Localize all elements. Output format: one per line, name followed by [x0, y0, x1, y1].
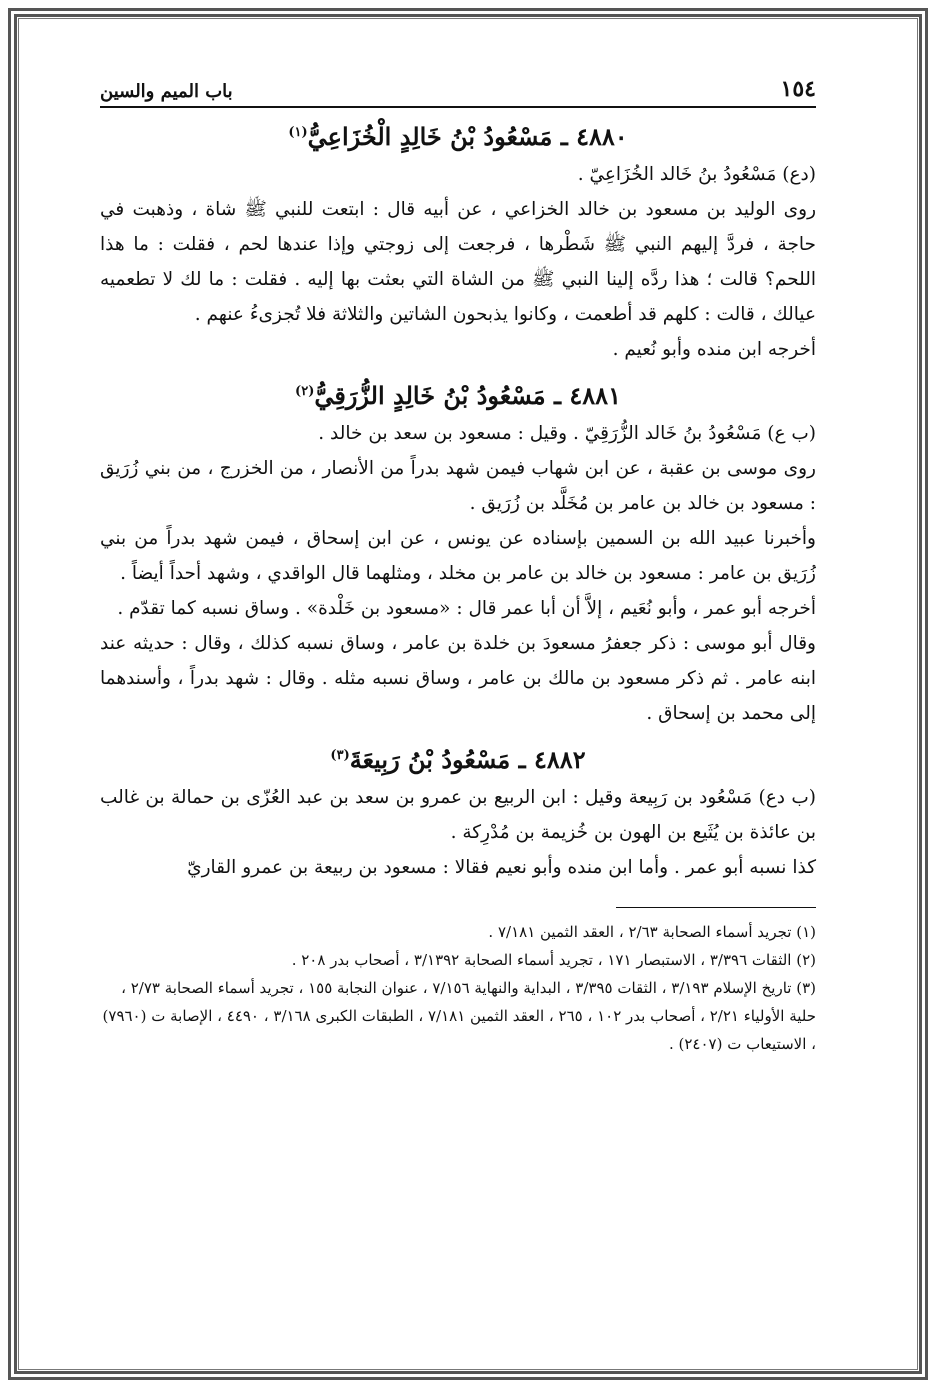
running-header: [100, 78, 816, 108]
entry-title: ٤٨٨٠ ـ مَسْعُودُ بْنُ خَالِدٍ الْخُزَاعِيُّ$^{(١)}$: [288, 122, 628, 151]
footnote-ref: (١): [288, 125, 308, 140]
paragraph: أخرجه ابن منده وأبو نُعيم .: [612, 339, 816, 360]
paragraph: كذا نسبه أبو عمر . وأما ابن منده وأبو نعيم فقالا : مسعود بن ربيعة بن عمرو القاريّ: [187, 857, 816, 878]
paragraph: وقال أبو موسى : ذكر جعفرُ مسعودَ بن خلدة بن عامر ، وساق نسبه كذلك ، وقال : حديثه عند ابنه عامر . ثم ذكر مسعود بن مالك بن عامر ، وساق نسبه مثله . وقال : شهد بدراً ، وأسندهما إلى محمد بن إسحاق .: [100, 633, 816, 724]
footnote: (١) تجريد أسماء الصحابة ٢/٦٣ ، العقد الثمين ٧/١٨١ .: [488, 923, 816, 941]
paragraph: روى موسى بن عقبة ، عن ابن شهاب فيمن شهد بدراً من الأنصار ، من الخزرج ، من بني زُرَيق : مسعود بن خالد بن عامر بن مُخَلَّد بن زُرَيق .: [100, 458, 816, 514]
paragraph: (ب ع) مَسْعُودُ بنُ خَالد الزُّرَقِيّ . وقيل : مسعود بن سعد بن خالد .: [318, 423, 816, 444]
footnote-separator: [616, 907, 816, 908]
paragraph: (ب دع) مَسْعُود بن رَبِيعة وقيل : ابن الربيع بن عمرو بن سعد بن عبد العُزّى بن حمالة بن غالب بن عائذة بن يُثَيع بن الهون بن خُزيمة بن مُدْرِكة .: [100, 787, 816, 843]
paragraph: (دع) مَسْعُودُ بنُ خَالد الخُزَاعِيّ .: [577, 164, 816, 185]
footnote: (٣) تاريخ الإسلام ٣/١٩٣ ، الثقات ٣/٣٩٥ ، البداية والنهاية ٧/١٥٦ ، عنوان النجابة ١٥٥ ، تجريد أسماء الصحابة ٢/٧٣ ، حلية الأولياء ٢/٢١ ، أصحاب بدر ١٠٢ ، ٢٦٥ ، العقد الثمين ٧/١٨١ ، الطبقات الكبرى ٣/١٦٨ ، ٤٤٩٠ ، الإصابة ت (٧٩٦٠) ، الاستيعاب ت (٢٤٠٧) .: [102, 979, 816, 1053]
paragraph: روى الوليد بن مسعود بن خالد الخزاعي ، عن أبيه قال : ابتعت للنبي ﷺ شاة ، وذهبت في حاجة ، فردَّ إليهم النبي ﷺ شَطْرها ، فرجعت إلى زوجتي وإذا عندها لحم ، فقلت : ما هذا اللحم؟ قالت ؛ هذا ردَّه إلينا النبي ﷺ من الشاة التي بعثت بها إليه . فقلت : ما لك لا تطعميه عيالك ، قالت : كلهم قد أطعمت ، وكانوا يذبحون الشاتين والثلاثة فلا تُجزىءُ عنهم .: [100, 199, 816, 325]
footnote-ref: (٣): [330, 748, 350, 763]
paragraph: أخرجه أبو عمر ، وأبو نُعَيم ، إلاَّ أن أبا عمر قال : «مسعود بن خَلْدة» . وساق نسبه كما تقدّم .: [117, 598, 816, 619]
page-number: ١٥٤: [780, 76, 816, 102]
section-title: باب الميم والسين: [100, 81, 233, 102]
page: [100, 78, 816, 1058]
entry-title: ٤٨٨١ ـ مَسْعُودُ بْنُ خَالِدٍ الزُّرَقِيُّ$^{(٢)}$: [295, 381, 621, 410]
paragraph: وأخبرنا عبيد الله بن السمين بإسناده عن يونس ، عن ابن إسحاق ، فيمن شهد بدراً من بني زُرَيق بن عامر : مسعود بن خالد بن عامر بن مخلد ، ومثلهما قال الواقدي ، وشهد أحداً أيضاً .: [100, 528, 816, 584]
footnote: (٢) الثقات ٣/٣٩٦ ، الاستبصار ١٧١ ، تجريد أسماء الصحابة ٣/١٣٩٢ ، أصحاب بدر ٢٠٨ .: [291, 951, 816, 969]
entry-title: ٤٨٨٢ ـ مَسْعُودُ بْنُ رَبِيعَةَ$^{(٣)}$: [330, 745, 586, 774]
footnote-ref: (٢): [295, 384, 315, 399]
